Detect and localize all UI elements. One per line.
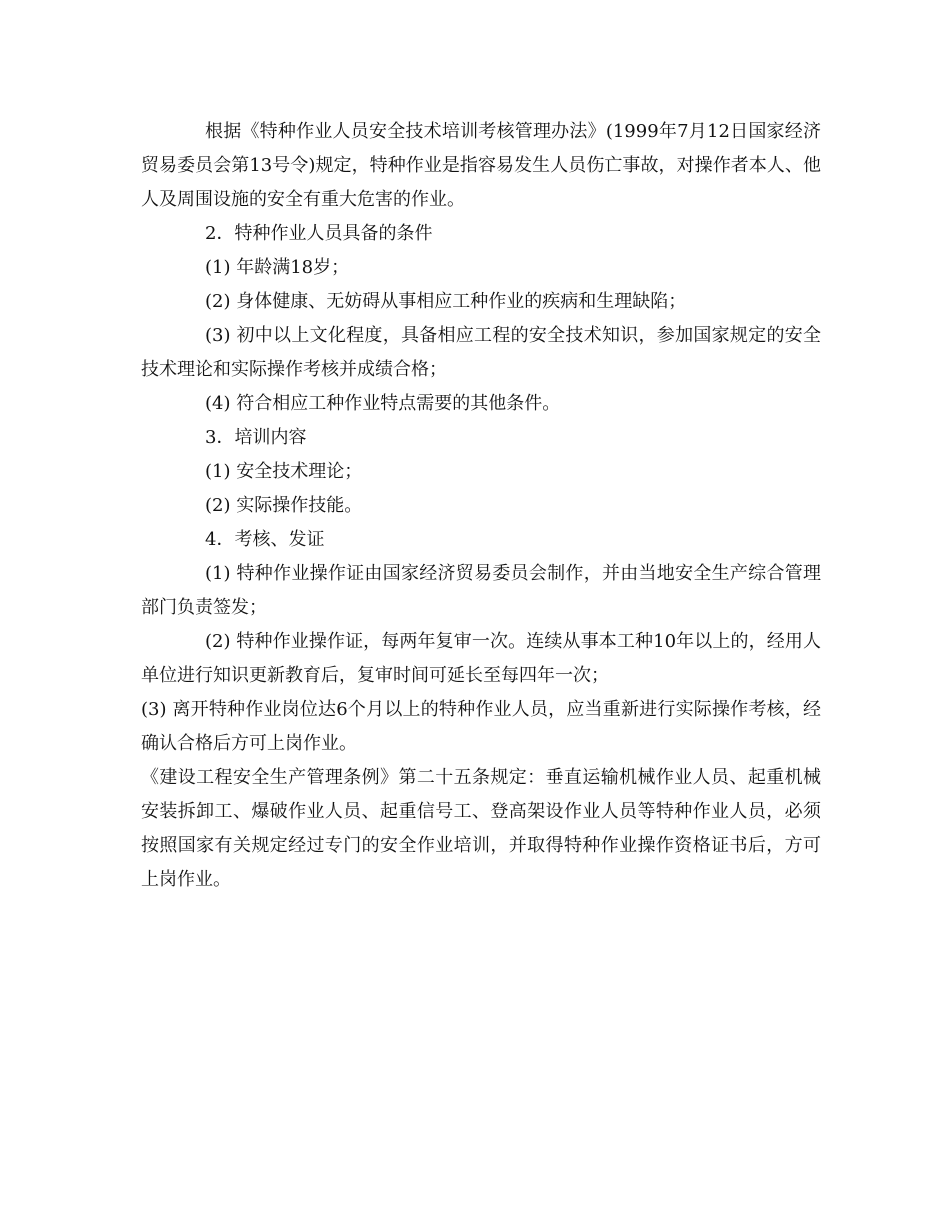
condition-item-2: (2) 身体健康、无妨碍从事相应工种作业的疾病和生理缺陷； bbox=[205, 291, 687, 312]
paragraph-intro: 根据《特种作业人员安全技术培训考核管理办法》(1999年7月12日国家经济贸易委员会第13号令)规定，特种作业是指容易发生人员伤亡事故，对操作者本人、他人及周围设施的安全有重大危害的作业。 bbox=[141, 121, 821, 210]
condition-item-3: (3) 初中以上文化程度，具备相应工程的安全技术知识，参加国家规定的安全技术理论和实际操作考核并成绩合格； bbox=[141, 325, 821, 380]
document-body bbox=[141, 115, 821, 897]
certification-item-2: (2) 特种作业操作证，每两年复审一次。连续从事本工种10年以上的，经用人单位进行知识更新教育后，复审时间可延长至每四年一次； bbox=[141, 631, 821, 686]
training-item-1: (1) 安全技术理论； bbox=[205, 461, 363, 482]
heading-conditions: 2．特种作业人员具备的条件 bbox=[205, 223, 433, 244]
condition-item-4: (4) 符合相应工种作业特点需要的其他条件。 bbox=[205, 393, 561, 414]
training-item-2: (2) 实际操作技能。 bbox=[205, 495, 363, 516]
certification-item-3: (3) 离开特种作业岗位达6个月以上的特种作业人员，应当重新进行实际操作考核，经确认合格后方可上岗作业。 bbox=[141, 699, 821, 754]
paragraph-regulation: 《建设工程安全生产管理条例》第二十五条规定：垂直运输机械作业人员、起重机械安装拆卸工、爆破作业人员、起重信号工、登高架设作业人员等特种作业人员，必须按照国家有关规定经过专门的安全作业培训，并取得特种作业操作资格证书后，方可上岗作业。 bbox=[141, 767, 821, 890]
heading-certification: 4．考核、发证 bbox=[205, 529, 325, 550]
heading-training: 3．培训内容 bbox=[205, 427, 307, 448]
certification-item-1: (1) 特种作业操作证由国家经济贸易委员会制作，并由当地安全生产综合管理部门负责签发； bbox=[141, 563, 821, 618]
condition-item-1: (1) 年龄满18岁； bbox=[205, 257, 350, 278]
